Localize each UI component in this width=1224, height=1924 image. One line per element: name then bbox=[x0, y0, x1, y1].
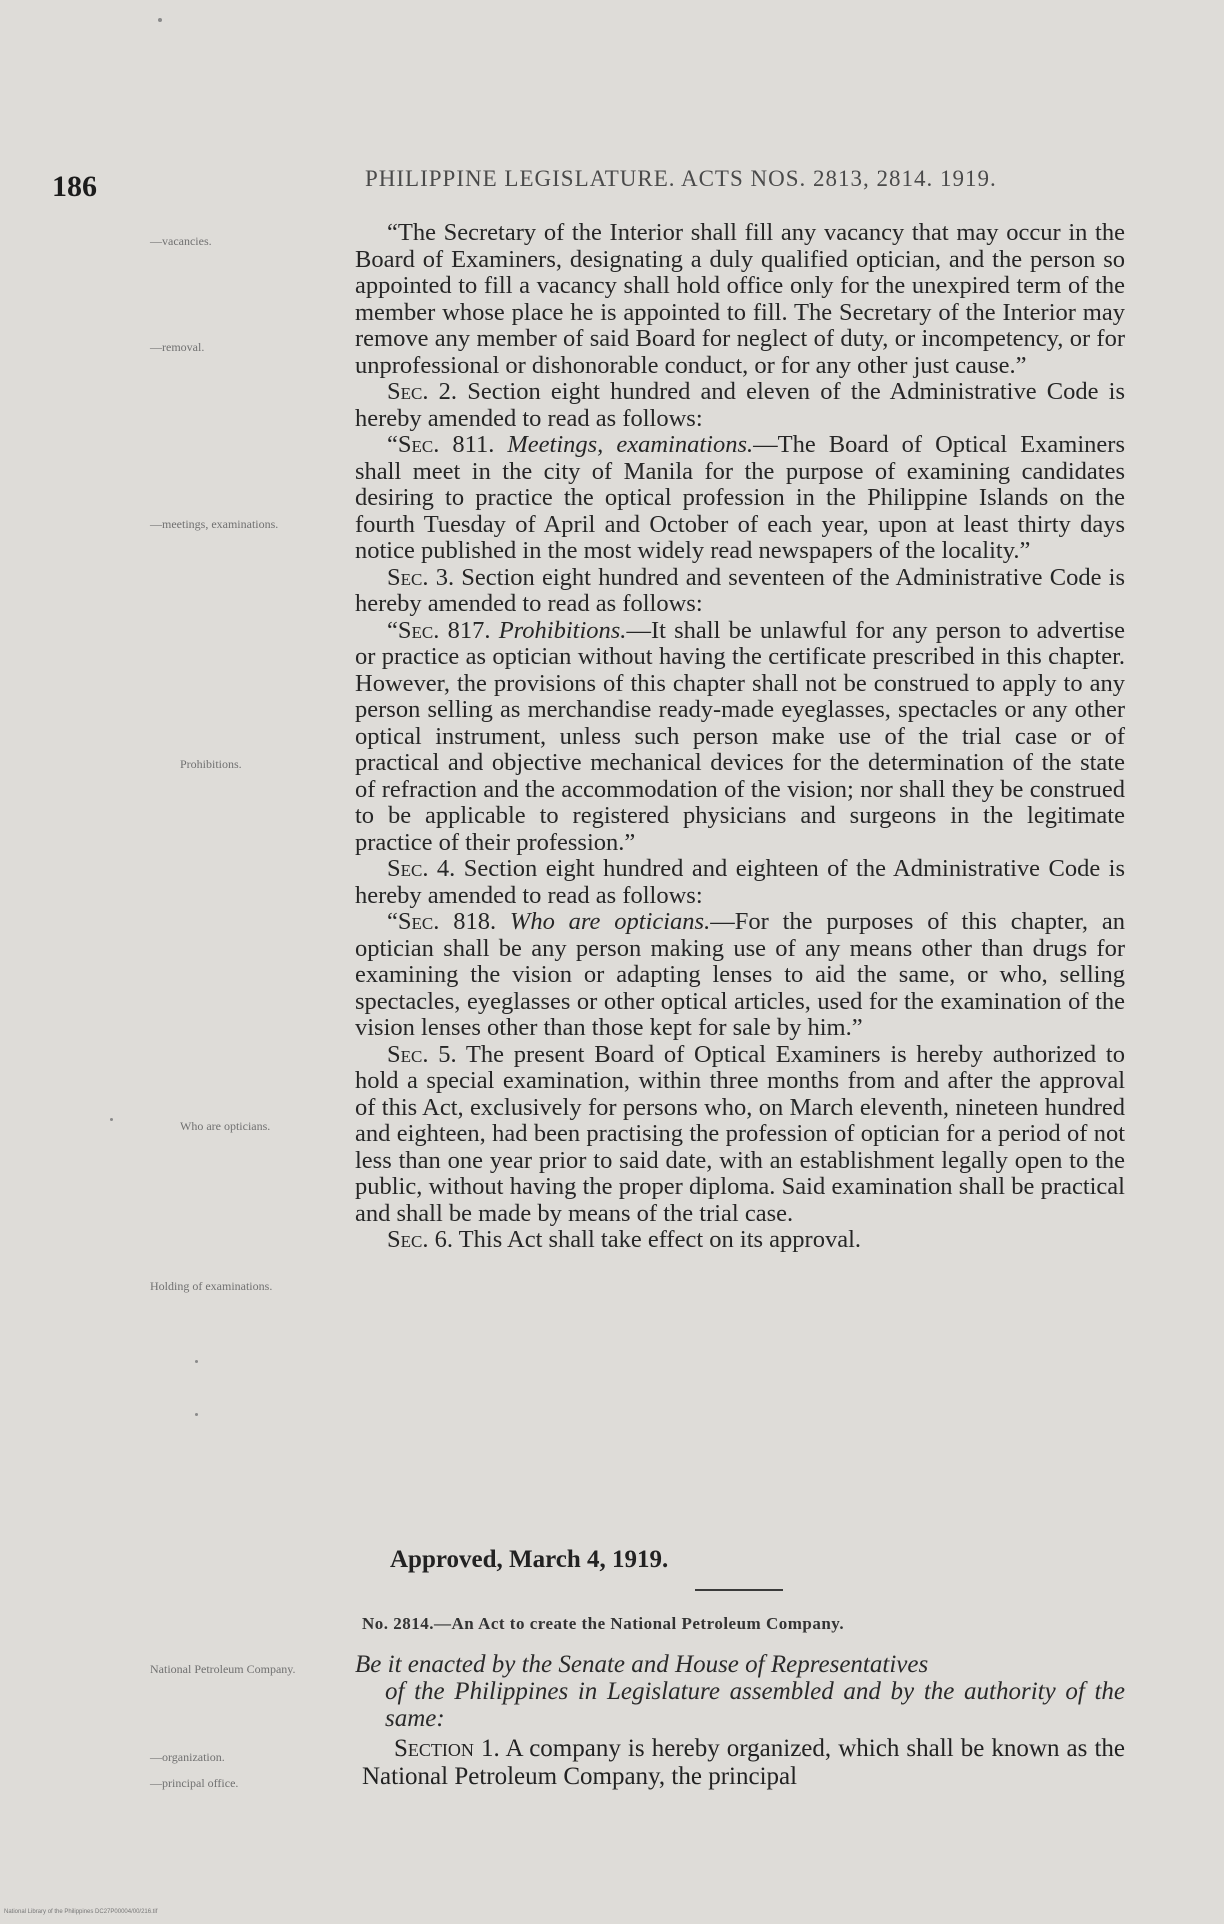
enacting-line-1: Be it enacted by the Senate and House of Representatives bbox=[355, 1651, 929, 1678]
margin-note-meetings: —meetings, examinations. bbox=[150, 517, 279, 531]
section-6 bbox=[355, 1227, 1125, 1254]
body-text bbox=[355, 220, 1125, 1254]
section-heading: Who are opticians. bbox=[509, 908, 711, 935]
section-label: Sec. 5. bbox=[387, 1040, 457, 1068]
section-text: Section eight hundred and eleven of the Administrative Code is hereby amended to read as follows: bbox=[355, 378, 1125, 432]
enacting-clause bbox=[355, 1651, 1125, 1732]
margin-note-vacancies: —vacancies. bbox=[150, 234, 212, 248]
approval-date: Approved, March 4, 1919. bbox=[390, 1546, 669, 1573]
enacting-line-2: of the Philippines in Legislature assembled and by the authority of the same: bbox=[385, 1678, 1125, 1732]
section-818 bbox=[355, 909, 1125, 1042]
paragraph-vacancy: “The Secretary of the Interior shall fill any vacancy that may occur in the Board of Examiners, designating a duly qualified optician, and the person so appointed to fill a vacancy shall hold office only for the unexpired term of the member whose place he is appointed to fill. The Secretary of the Interior may remove any member of said Board for neglect of duty, or incompetency, or for unprofessional or dishonorable conduct, or for any other just cause.” bbox=[355, 219, 1125, 379]
act-2814-title: No. 2814.—An Act to create the National Petroleum Company. bbox=[362, 1614, 845, 1633]
margin-note-prohibitions: Prohibitions. bbox=[180, 757, 242, 771]
section-text: Section eight hundred and eighteen of the Administrative Code is hereby amended to read as follows: bbox=[355, 855, 1125, 909]
section-text: —The Board of Optical Examiners shall meet in the city of Manila for the purpose of examining candidates desiring to practice the optical profession in the Philippine Islands on the fourth Tuesday of April and October of each year, upon at least thirty days notice published in the most widely read newspapers of the locality.” bbox=[355, 431, 1125, 564]
section-text: The present Board of Optical Examiners is hereby authorized to hold a special examination, within three months from and after the approval of this Act, exclusively for persons who, on March eleventh, nineteen hundred and eighteen, had been practising the profession of optician for a period of not less than one year prior to said date, with an establishment legally open to the public, without having the proper diploma. Said examination shall be practical and shall be made by means of the trial case. bbox=[355, 1040, 1125, 1227]
section-label: Sec. 3. bbox=[387, 563, 455, 591]
section-2 bbox=[355, 379, 1125, 432]
running-head: PHILIPPINE LEGISLATURE. ACTS NOS. 2813, 2814. 1919. bbox=[365, 166, 997, 191]
section-811 bbox=[355, 432, 1125, 565]
section-heading: Prohibitions. bbox=[498, 616, 627, 644]
section-text: This Act shall take effect on its approval. bbox=[458, 1226, 861, 1253]
page-number: 186 bbox=[52, 170, 97, 203]
section-5 bbox=[355, 1042, 1125, 1228]
section-text: —It shall be unlawful for any person to advertise or practice as optician without having the certificate prescribed in this chapter. However, the provisions of this chapter shall not be construed to apply to any person selling as merchandise ready-made eyeglasses, spectacles or any other optical instrument, unless such person make use of the trial case or of practical and objective mechanical devices for the determination of the state of refraction and the accommodation of the vision; nor shall they be construed to be applicable to registered physicians and surgeons in the legitimate practice of their profession.” bbox=[355, 616, 1125, 856]
margin-note-organization: —organization. bbox=[150, 1750, 225, 1764]
act-2814-section-1 bbox=[362, 1735, 1125, 1791]
margin-note-removal: —removal. bbox=[150, 340, 205, 354]
scan-footer: National Library of the Philippines DC27P00004/00/216.tif bbox=[4, 1909, 158, 1915]
section-817 bbox=[355, 618, 1125, 857]
margin-note-principal-office: —principal office. bbox=[150, 1776, 239, 1790]
section-text: —For the purposes of this chapter, an optician shall be any person making use of any means other than drugs for examining the vision or adapting lenses to aid the same, or who, selling spectacles, eyeglasses or other optical articles, used for the examination of the vision lenses other than those kept for sale by him.” bbox=[355, 908, 1125, 1041]
margin-note-who-are-opticians: Who are opticians. bbox=[180, 1119, 271, 1133]
margin-note-holding-examinations: Holding of examinations. bbox=[150, 1279, 273, 1293]
section-label: Sec. 6. bbox=[387, 1226, 453, 1253]
section-heading: Meetings, examinations. bbox=[507, 431, 754, 458]
divider-rule bbox=[695, 1589, 783, 1591]
scan-speck bbox=[158, 18, 162, 22]
section-label: “Sec. 811. bbox=[387, 431, 495, 458]
section-label: “Sec. 817. bbox=[387, 616, 491, 644]
section-text: A company is hereby organized, which shall be known as the National Petroleum Company, the principal bbox=[362, 1735, 1125, 1790]
section-4 bbox=[355, 856, 1125, 909]
section-label: “Sec. 818. bbox=[387, 908, 497, 935]
section-text: Section eight hundred and seventeen of the Administrative Code is hereby amended to read as follows: bbox=[355, 563, 1125, 617]
section-label: Sec. 4. bbox=[387, 855, 456, 882]
scan-speck bbox=[110, 1118, 113, 1121]
margin-note-national-petroleum: National Petroleum Company. bbox=[150, 1662, 296, 1676]
scan-speck bbox=[195, 1360, 198, 1363]
section-label: Section 1. bbox=[394, 1735, 500, 1762]
scan-speck bbox=[195, 1413, 198, 1416]
section-label: Sec. 2. bbox=[387, 378, 458, 405]
section-3 bbox=[355, 565, 1125, 618]
